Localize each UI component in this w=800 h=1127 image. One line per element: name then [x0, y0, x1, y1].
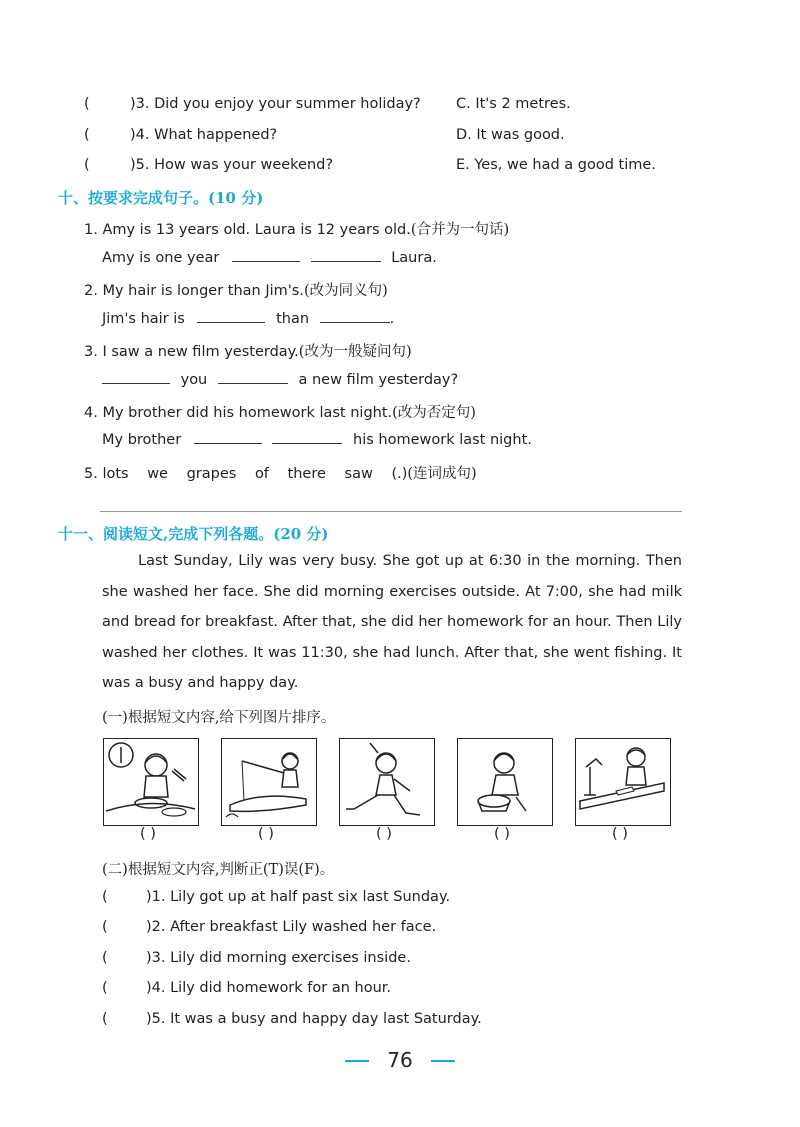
answer-line-divider [100, 511, 682, 512]
word-4: of [254, 466, 269, 482]
exercise-answer-line [102, 310, 394, 327]
blank-1[interactable] [232, 249, 300, 262]
exercise-item [84, 401, 476, 422]
word-1: 5. lots [84, 466, 129, 482]
fishing-icon [222, 739, 315, 824]
tf-statement: )1. Lily got up at half past six last Sunday. [146, 889, 451, 905]
exercise-answer-line [102, 371, 458, 388]
answer-option: C. It's 2 metres. [456, 96, 571, 112]
exercise-note: (连词成句) [407, 466, 477, 482]
answer-option: E. Yes, we had a good time. [456, 157, 656, 173]
exercise-item [84, 340, 412, 361]
tf-paren[interactable]: ( [102, 980, 108, 996]
homework-desk-icon [576, 739, 669, 824]
order-paren[interactable]: ( ) [376, 826, 392, 842]
answer-paren: ( [84, 157, 90, 173]
exercise-answer-line [102, 249, 437, 266]
question-text: )4. What happened? [130, 127, 278, 143]
exercise-answer-line [102, 431, 532, 448]
blank-1[interactable] [197, 310, 265, 323]
picture-frame [103, 738, 199, 826]
order-paren[interactable]: ( ) [258, 826, 274, 842]
blank-1[interactable] [102, 371, 170, 384]
exercise-item [84, 462, 477, 483]
eating-clock-icon [104, 739, 197, 824]
answer-start: Jim's hair is [102, 311, 185, 327]
picture-frame [457, 738, 553, 826]
exercise-question: 1. Amy is 13 years old. Laura is 12 years old. [84, 222, 411, 238]
exercise-item [84, 279, 388, 300]
answer-end: a new film yesterday? [298, 372, 459, 388]
answer-mid: you [180, 372, 208, 388]
tf-statement: )5. It was a busy and happy day last Saturday. [146, 1011, 482, 1027]
exercise-item [84, 218, 509, 239]
exercise-note: (改为同义句) [303, 283, 388, 299]
exercise-question: 4. My brother did his homework last night. [84, 405, 393, 421]
tf-statement: )2. After breakfast Lily washed her face. [146, 919, 437, 935]
picture-frame [575, 738, 671, 826]
tf-paren[interactable]: ( [102, 950, 108, 966]
word-3: grapes [186, 466, 237, 482]
blank-2[interactable] [320, 310, 390, 323]
question-text: )5. How was your weekend? [130, 157, 334, 173]
order-paren[interactable]: ( ) [612, 826, 628, 842]
exercise-note: (改为一般疑问句) [298, 344, 412, 360]
word-5: there [287, 466, 326, 482]
reading-passage: Last Sunday, Lily was very busy. She got up at 6:30 in the morning. Then she washed her face. She did morning exercises outside. At 7:00, she had milk and bread for breakfast. After that, she did her homework for an hour. Then Lily washed her clothes. It was 11:30, she had lunch. After that, she went fishing. It was a busy and happy day. [102, 553, 682, 691]
tf-statement: )3. Lily did morning exercises inside. [146, 950, 411, 966]
blank-2[interactable] [311, 249, 381, 262]
part-title: (二)根据短文内容,判断正(T)误(F)。 [102, 862, 335, 878]
picture-frame [221, 738, 317, 826]
section-title: 十一、阅读短文,完成下列各题。(20 分) [58, 525, 329, 543]
blank-2[interactable] [218, 371, 288, 384]
section-title: 十、按要求完成句子。(10 分) [58, 189, 264, 207]
page-number: 76 [387, 1048, 413, 1072]
answer-mid: than [276, 311, 310, 327]
order-paren[interactable]: ( ) [494, 826, 510, 842]
answer-start: Amy is one year [102, 250, 220, 266]
tf-statement: )4. Lily did homework for an hour. [146, 980, 391, 996]
picture-frame [339, 738, 435, 826]
exercise-icon [340, 739, 433, 824]
blank-2[interactable] [272, 431, 342, 444]
tf-paren[interactable]: ( [102, 889, 108, 905]
word-7: (.) [391, 466, 408, 482]
tf-paren[interactable]: ( [102, 919, 108, 935]
answer-paren: ( [84, 127, 90, 143]
part-title: (一)根据短文内容,给下列图片排序。 [102, 710, 336, 726]
word-2: we [147, 466, 168, 482]
tf-paren[interactable]: ( [102, 1011, 108, 1027]
answer-paren: ( [84, 96, 90, 112]
answer-option: D. It was good. [456, 127, 565, 143]
exercise-question: 3. I saw a new film yesterday. [84, 344, 299, 360]
exercise-question: 2. My hair is longer than Jim's. [84, 283, 304, 299]
answer-start: My brother [102, 432, 182, 448]
exercise-note: (合并为一句话) [410, 222, 510, 238]
word-6: saw [344, 466, 373, 482]
page-number-dash-right [431, 1060, 455, 1062]
washing-clothes-icon [458, 739, 551, 824]
question-text: )3. Did you enjoy your summer holiday? [130, 96, 421, 112]
answer-end: his homework last night. [353, 432, 532, 448]
exercise-note: (改为否定句) [392, 405, 476, 421]
answer-end: . [389, 311, 395, 327]
answer-end: Laura. [391, 250, 437, 266]
blank-1[interactable] [194, 431, 262, 444]
order-paren[interactable]: ( ) [140, 826, 156, 842]
